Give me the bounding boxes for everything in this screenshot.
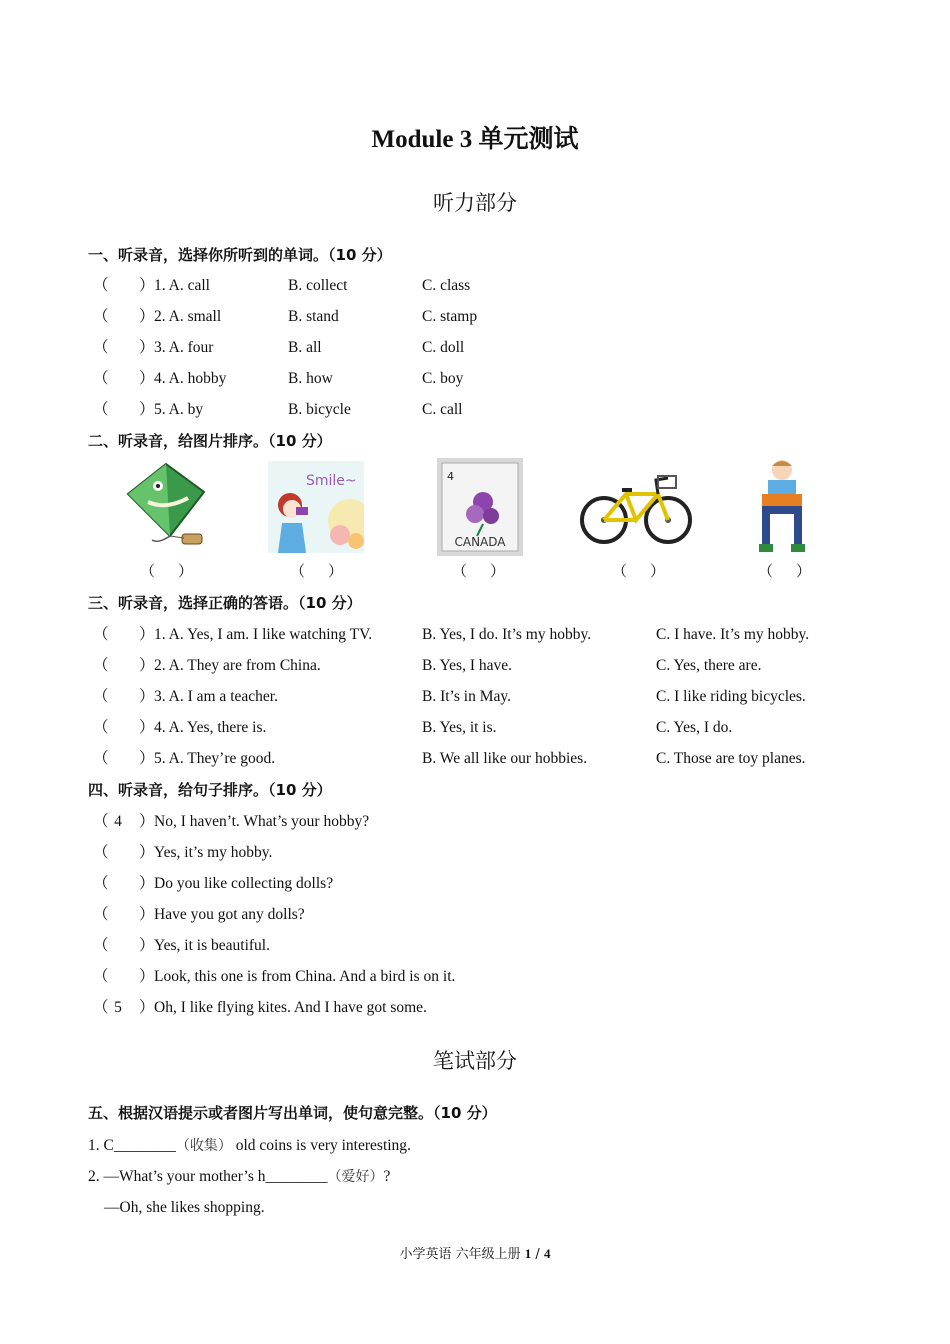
answer-paren-close[interactable]: ） — [139, 401, 155, 418]
answer-paren-close[interactable]: ） — [139, 277, 155, 294]
option-c: C. Yes, there are. — [656, 657, 762, 674]
option-c: C. call — [422, 401, 463, 418]
answer-paren-open[interactable]: （ — [93, 401, 109, 418]
option-b: B. how — [288, 370, 333, 387]
order-number[interactable]: 4 — [114, 813, 122, 830]
answer-paren-close[interactable]: ） — [139, 626, 155, 643]
answer-paren-open[interactable]: （ — [93, 339, 109, 356]
stamp-country-label: CANADA — [454, 535, 506, 549]
svg-text:4: 4 — [447, 470, 454, 483]
order-number[interactable]: 5 — [114, 999, 122, 1016]
answer-paren-open[interactable]: （ — [93, 813, 109, 830]
answer-paren-open[interactable]: （ — [93, 277, 109, 294]
girl-photo-picture — [268, 461, 364, 553]
q2-hint: （爱好） — [327, 1169, 384, 1185]
sentence-text: Have you got any dolls? — [154, 906, 305, 923]
answer-paren-close[interactable]: ） — [139, 688, 155, 705]
section-4-heading: 四、听录音，给句子排序。（10 分） — [88, 781, 332, 799]
option-a: 2. A. They are from China. — [154, 657, 321, 674]
response-row — [88, 654, 888, 678]
option-b: B. It’s in May. — [422, 688, 511, 705]
answer-paren-open[interactable]: （ — [93, 370, 109, 387]
option-a: 4. A. hobby — [154, 370, 227, 387]
answer-paren-close[interactable]: ） — [139, 999, 155, 1016]
option-a: 1. A. Yes, I am. I like watching TV. — [154, 626, 373, 643]
option-a: 3. A. I am a teacher. — [154, 688, 278, 705]
option-c: C. Those are toy planes. — [656, 750, 806, 767]
answer-paren-close[interactable]: ） — [139, 937, 155, 954]
fill-question-1: 1. C________（收集） old coins is very interesting. — [88, 1137, 411, 1154]
answer-paren-open[interactable]: （ — [93, 968, 109, 985]
answer-paren-open[interactable]: （ — [93, 688, 109, 705]
choice-row — [88, 336, 888, 360]
sentence-text: Yes, it’s my hobby. — [154, 844, 273, 861]
option-a: 3. A. four — [154, 339, 214, 356]
option-c: C. doll — [422, 339, 465, 356]
response-row — [88, 623, 888, 647]
page-number: 1 — [524, 1246, 532, 1261]
option-b: B. collect — [288, 277, 348, 294]
sentence-row — [88, 996, 888, 1020]
answer-paren-open[interactable]: （ — [93, 750, 109, 767]
option-c: C. Yes, I do. — [656, 719, 733, 736]
answer-paren-close[interactable]: ） — [139, 719, 155, 736]
kite-picture — [118, 458, 214, 554]
answer-paren-close[interactable]: ） — [139, 750, 155, 767]
answer-paren-open[interactable]: （ — [93, 308, 109, 325]
response-row — [88, 716, 888, 740]
option-c: C. boy — [422, 370, 464, 387]
option-b: B. bicycle — [288, 401, 351, 418]
answer-paren-open[interactable]: （ — [93, 657, 109, 674]
answer-paren-close[interactable]: ） — [139, 657, 155, 674]
option-b: B. We all like our hobbies. — [422, 750, 588, 767]
sentence-row — [88, 810, 888, 834]
boy-reading-picture — [756, 458, 808, 554]
answer-paren-close[interactable]: ） — [139, 339, 155, 356]
answer-paren-open[interactable]: （ — [93, 906, 109, 923]
sentence-text: Look, this one is from China. And a bird is on it. — [154, 968, 456, 985]
answer-paren-open[interactable]: （ — [93, 937, 109, 954]
choice-row — [88, 367, 888, 391]
answer-paren-close[interactable]: ） — [139, 968, 155, 985]
option-a: 5. A. by — [154, 401, 204, 418]
section-2-heading: 二、听录音，给图片排序。（10 分） — [88, 432, 332, 450]
choice-row — [88, 398, 888, 422]
option-b: B. Yes, I do. It’s my hobby. — [422, 626, 592, 643]
option-c: C. class — [422, 277, 471, 294]
response-row — [88, 685, 888, 709]
sentence-text: No, I haven’t. What’s your hobby? — [154, 813, 370, 830]
choice-row — [88, 305, 888, 329]
option-a: 2. A. small — [154, 308, 222, 325]
option-a: 4. A. Yes, there is. — [154, 719, 267, 736]
sentence-text: Do you like collecting dolls? — [154, 875, 334, 892]
sentence-text: Oh, I like flying kites. And I have got some. — [154, 999, 427, 1016]
option-b: B. Yes, it is. — [422, 719, 497, 736]
fill-question-2: 2. —What’s your mother’s h________（爱好）? — [88, 1168, 391, 1185]
choice-row — [88, 274, 888, 298]
option-a: 5. A. They’re good. — [154, 750, 276, 767]
answer-paren-open[interactable]: （ — [93, 719, 109, 736]
option-c: C. I have. It’s my hobby. — [656, 626, 810, 643]
section-3-heading: 三、听录音，选择正确的答语。（10 分） — [88, 594, 362, 612]
option-b: B. Yes, I have. — [422, 657, 512, 674]
answer-paren-open[interactable]: （ — [93, 626, 109, 643]
answer-paren-close[interactable]: ） — [139, 875, 155, 892]
smile-text: Smile~ — [306, 473, 357, 489]
fill-question-2-answer: —Oh, she likes shopping. — [104, 1199, 265, 1216]
answer-paren-close[interactable]: ） — [139, 844, 155, 861]
listening-part-title: 听力部分 — [433, 191, 517, 215]
sentence-text: Yes, it is beautiful. — [154, 937, 270, 954]
q1-hint: （收集） — [175, 1138, 232, 1154]
option-b: B. all — [288, 339, 322, 356]
section-5-heading: 五、根据汉语提示或者图片写出单词，使句意完整。（10 分） — [88, 1104, 497, 1122]
answer-paren-close[interactable]: ） — [139, 906, 155, 923]
option-c: C. stamp — [422, 308, 478, 325]
page-title: Module 3 单元测试 — [371, 126, 579, 153]
canada-stamp-picture — [437, 458, 523, 556]
sentence-row — [88, 965, 888, 989]
option-b: B. stand — [288, 308, 339, 325]
answer-paren-close[interactable]: ） — [139, 370, 155, 387]
page-footer: 小学英语 六年级上册 1 / 4 — [399, 1246, 551, 1262]
answer-paren-open[interactable]: （ — [93, 844, 109, 861]
option-a: 1. A. call — [154, 277, 210, 294]
sentence-row — [88, 872, 888, 896]
sentence-row — [88, 934, 888, 958]
section-1-heading: 一、听录音，选择你所听到的单词。（10 分） — [88, 246, 392, 264]
q2-blank[interactable]: 2. —What’s your mother’s h________ — [88, 1168, 328, 1185]
answer-paren-close[interactable]: ） — [139, 813, 155, 830]
answer-paren-open[interactable]: （ — [93, 999, 109, 1016]
option-c: C. I like riding bicycles. — [656, 688, 806, 705]
answer-paren-close[interactable]: ） — [139, 308, 155, 325]
bicycle-picture — [578, 466, 694, 548]
writing-part-title: 笔试部分 — [433, 1049, 517, 1073]
answer-paren-open[interactable]: （ — [93, 875, 109, 892]
sentence-row — [88, 903, 888, 927]
sentence-row — [88, 841, 888, 865]
page-total: 4 — [543, 1246, 551, 1261]
q1-blank[interactable]: 1. C________ — [88, 1137, 176, 1154]
response-row — [88, 747, 888, 771]
